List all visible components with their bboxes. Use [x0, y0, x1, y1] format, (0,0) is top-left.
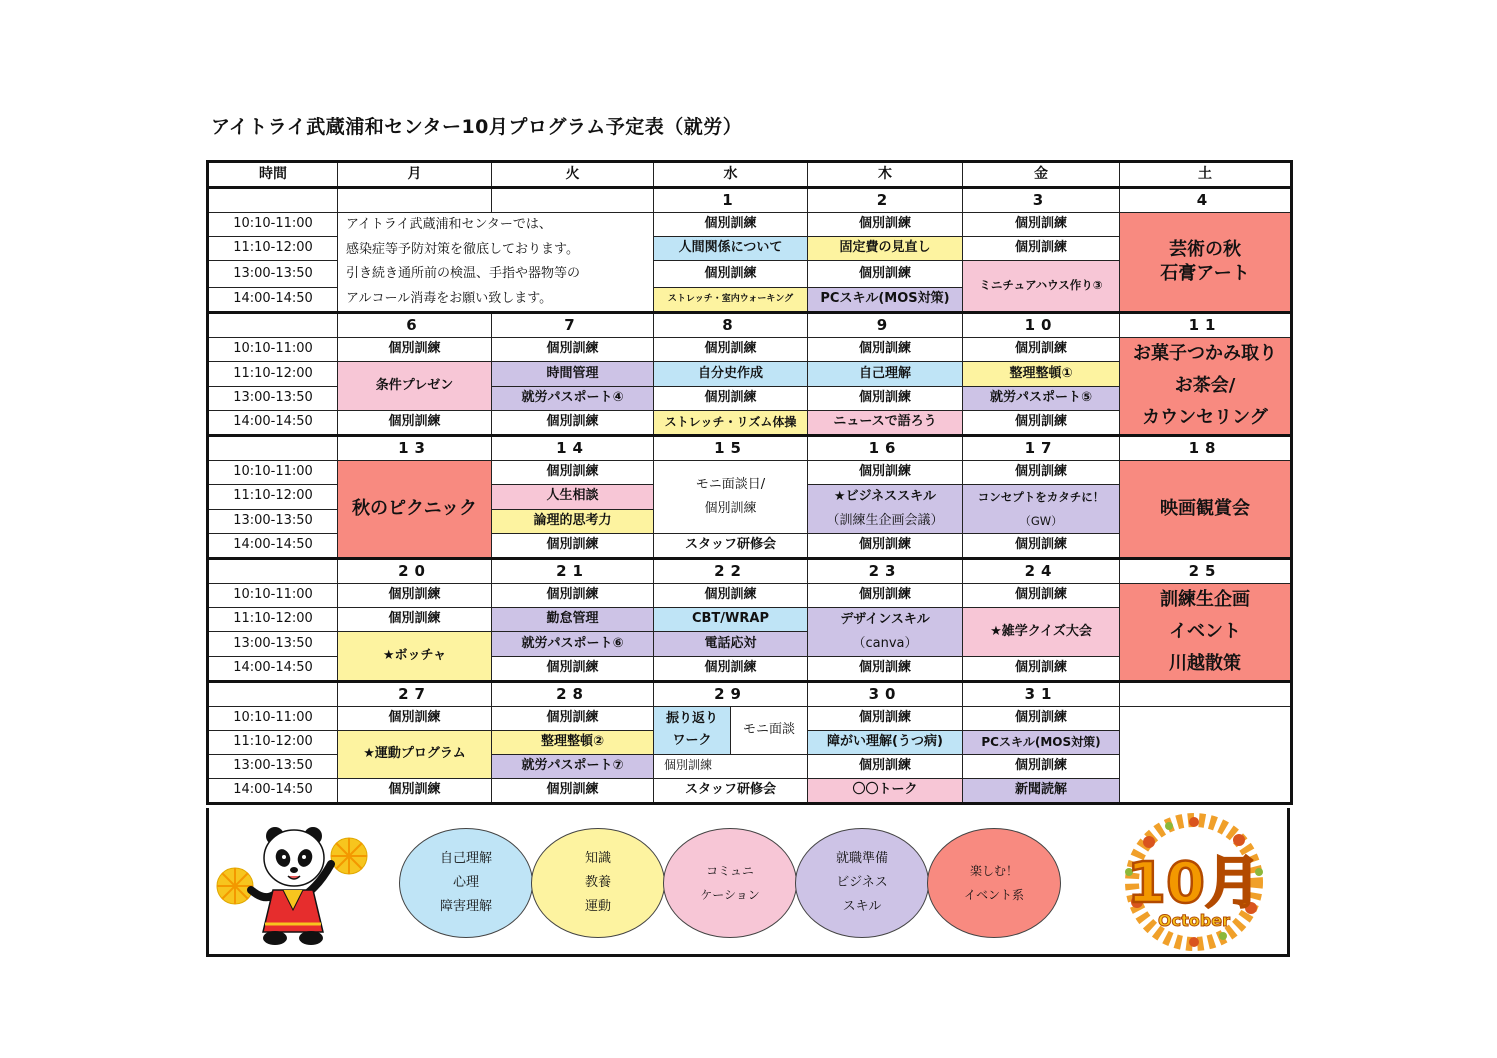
program-cell: 整理整頓②: [492, 731, 654, 755]
date-cell: 25: [1120, 559, 1292, 584]
panda-cheerleader-icon: [213, 814, 373, 950]
program-line: モニ面談日/: [695, 477, 766, 492]
program-cell: 個別訓練: [963, 461, 1120, 485]
date-cell: 15: [654, 436, 808, 461]
notice-line: 感染症等予防対策を徹底しております。: [346, 241, 579, 257]
program-line: 振り返り: [665, 711, 718, 727]
date-row: [208, 436, 1292, 461]
program-cell: 個別訓練: [338, 779, 492, 804]
program-cell: 個別訓練: [492, 657, 654, 682]
program-cell: 〇〇トーク: [808, 779, 963, 804]
header-thu: 木: [808, 162, 963, 188]
page-title: アイトライ武蔵浦和センター10月プログラム予定表（就労）: [211, 116, 743, 138]
program-cell: 個別訓練: [654, 584, 808, 608]
event-line: お茶会/: [1174, 375, 1236, 396]
program-cell: 個別訓練: [808, 213, 963, 237]
legend-line: コミュニ: [706, 864, 754, 878]
date-cell: 20: [338, 559, 492, 584]
program-cell: 個別訓練: [808, 534, 963, 559]
program-cell: 個別訓練: [963, 213, 1120, 237]
header-sat: 土: [1120, 162, 1292, 188]
time-row: [208, 461, 1292, 485]
program-line: （GW）: [1019, 514, 1063, 528]
program-cell: 個別訓練: [338, 411, 492, 436]
review-work-cell: [654, 707, 731, 754]
time-slot: 11:10-12:00: [208, 731, 338, 755]
program-cell: ★雑学クイズ大会: [963, 608, 1120, 657]
header-wed: 水: [654, 162, 808, 188]
program-cell: 個別訓練: [808, 584, 963, 608]
program-cell: 個別訓練: [654, 261, 808, 288]
schedule-table: [206, 160, 1293, 805]
program-cell: 個別訓練: [492, 461, 654, 485]
program-line: ★ビジネススキル: [833, 489, 937, 504]
legend-line: スキル: [842, 899, 882, 914]
program-cell: 個別訓練: [654, 657, 808, 682]
date-row: [208, 682, 1292, 707]
program-line: デザインスキル: [840, 612, 930, 627]
event-line: 石膏アート: [1160, 263, 1250, 284]
time-slot: 13:00-13:50: [208, 632, 338, 657]
legend-line: 運動: [584, 899, 611, 914]
program-cell: 個別訓練: [492, 584, 654, 608]
time-row: [208, 213, 1292, 237]
date-cell: 17: [963, 436, 1120, 461]
program-cell: 個別訓練: [654, 338, 808, 362]
date-cell: 29: [654, 682, 808, 707]
empty-cell: [1120, 707, 1292, 804]
date-row: [208, 313, 1292, 338]
notice-line: アルコール消毒をお願い致します。: [346, 290, 553, 306]
program-line: コンセプトをカタチに！: [977, 490, 1105, 504]
time-slot: 13:00-13:50: [208, 387, 338, 411]
time-slot: 14:00-14:50: [208, 411, 338, 436]
date-blank: [208, 436, 338, 461]
program-cell: 就労パスポート④: [492, 387, 654, 411]
time-row: [208, 707, 1292, 731]
time-slot: 10:10-11:00: [208, 461, 338, 485]
program-cell: 個別訓練: [808, 261, 963, 288]
program-line: 個別訓練: [704, 501, 757, 516]
date-row: [208, 188, 1292, 213]
program-cell: 個別訓練: [963, 707, 1120, 731]
date-row: [208, 559, 1292, 584]
program-cell: スタッフ研修会: [654, 779, 808, 804]
date-cell: 16: [808, 436, 963, 461]
notice-line: 引き続き通所前の検温、手指や器物等の: [346, 266, 581, 281]
program-cell: 個別訓練: [492, 707, 654, 731]
legend-line: 教養: [584, 875, 611, 890]
program-cell: 論理的思考力: [492, 509, 654, 534]
date-cell: [1120, 682, 1292, 707]
time-row: [208, 584, 1292, 608]
date-cell: 6: [338, 313, 492, 338]
program-line: ワーク: [672, 733, 712, 749]
program-cell: 障がい理解(うつ病): [808, 731, 963, 755]
date-cell: 28: [492, 682, 654, 707]
legend-line: 自己理解: [439, 851, 492, 866]
date-cell: 7: [492, 313, 654, 338]
program-cell: [808, 608, 963, 657]
date-cell: 3: [963, 188, 1120, 213]
event-line: 川越散策: [1169, 653, 1241, 674]
program-cell: 新聞読解: [963, 779, 1120, 804]
program-cell: 個別訓練: [338, 338, 492, 362]
program-cell: CBT/WRAP: [654, 608, 808, 632]
program-cell: 条件プレゼン: [338, 362, 492, 411]
legend-circle-job-prep: [795, 828, 929, 938]
time-slot: 11:10-12:00: [208, 608, 338, 632]
program-cell: [808, 485, 963, 534]
time-slot: 13:00-13:50: [208, 509, 338, 534]
time-slot: 11:10-12:00: [208, 237, 338, 261]
program-cell: PCスキル(MOS対策): [808, 288, 963, 313]
program-cell: 個別訓練: [664, 758, 713, 773]
program-cell: 個別訓練: [963, 584, 1120, 608]
program-cell: 個別訓練: [808, 657, 963, 682]
date-cell: 31: [963, 682, 1120, 707]
event-line: イベント: [1169, 621, 1241, 642]
event-cell: [1120, 213, 1292, 313]
legend-circle-communication: [663, 828, 797, 938]
program-cell: 個別訓練: [492, 534, 654, 559]
date-blank: [208, 313, 338, 338]
event-cell: 映画観賞会: [1120, 461, 1292, 559]
date-cell: 8: [654, 313, 808, 338]
date-cell: [492, 188, 654, 213]
legend-panel: [206, 808, 1290, 957]
date-cell: 10: [963, 313, 1120, 338]
program-cell: ★ボッチャ: [338, 632, 492, 682]
event-cell: 秋のピクニック: [338, 461, 492, 559]
program-cell: PCスキル(MOS対策): [963, 731, 1120, 755]
split-cell: [654, 707, 808, 779]
event-line: 訓練生企画: [1160, 589, 1250, 610]
program-cell: ★運動プログラム: [338, 731, 492, 779]
moni-interview-cell: モニ面談: [742, 721, 795, 737]
event-cell: [1120, 338, 1292, 436]
program-cell: 個別訓練: [654, 213, 808, 237]
date-cell: 23: [808, 559, 963, 584]
program-line: （canva）: [852, 636, 918, 651]
date-cell: 9: [808, 313, 963, 338]
time-slot: 11:10-12:00: [208, 485, 338, 510]
program-cell: 就労パスポート⑦: [492, 755, 654, 779]
program-cell: 個別訓練: [808, 707, 963, 731]
header-row: [208, 162, 1292, 188]
event-line: 芸術の秋: [1169, 239, 1241, 260]
program-cell: 就労パスポート⑥: [492, 632, 654, 657]
legend-circle-events: [927, 828, 1061, 938]
program-cell: 時間管理: [492, 362, 654, 387]
program-cell: [963, 485, 1120, 534]
header-time: 時間: [208, 162, 338, 188]
time-slot: 13:00-13:50: [208, 755, 338, 779]
program-line: （訓練生企画会議）: [826, 513, 944, 528]
october-logo-word: October: [1158, 911, 1230, 930]
header-mon: 月: [338, 162, 492, 188]
program-cell: 人間関係について: [654, 237, 808, 261]
program-cell: 自分史作成: [654, 362, 808, 387]
date-cell: 14: [492, 436, 654, 461]
date-cell: 30: [808, 682, 963, 707]
header-tue: 火: [492, 162, 654, 188]
time-slot: 13:00-13:50: [208, 261, 338, 288]
program-cell: 個別訓練: [338, 584, 492, 608]
time-slot: 14:00-14:50: [208, 288, 338, 313]
program-cell: 個別訓練: [654, 387, 808, 411]
date-cell: 11: [1120, 313, 1292, 338]
time-slot: 14:00-14:50: [208, 657, 338, 682]
program-cell: 個別訓練: [808, 387, 963, 411]
time-slot: 10:10-11:00: [208, 213, 338, 237]
legend-line: 心理: [452, 875, 479, 890]
date-cell: 21: [492, 559, 654, 584]
legend-circle-self-understanding: [399, 828, 533, 938]
program-cell: 個別訓練: [963, 755, 1120, 779]
legend-line: 知識: [584, 851, 611, 866]
time-slot: 14:00-14:50: [208, 534, 338, 559]
program-cell: ストレッチ・リズム体操: [654, 411, 808, 436]
legend-line: ビジネス: [836, 875, 888, 890]
program-cell: 個別訓練: [963, 534, 1120, 559]
date-cell: 24: [963, 559, 1120, 584]
program-cell: [654, 461, 808, 534]
program-cell: 個別訓練: [963, 237, 1120, 261]
legend-circle-knowledge: [531, 828, 665, 938]
legend-line: 楽しむ！: [969, 864, 1018, 878]
program-cell: 個別訓練: [808, 755, 963, 779]
program-cell: 個別訓練: [808, 338, 963, 362]
program-cell: 個別訓練: [338, 608, 492, 632]
program-cell: 自己理解: [808, 362, 963, 387]
date-cell: 1: [654, 188, 808, 213]
program-cell: 個別訓練: [492, 411, 654, 436]
date-cell: 27: [338, 682, 492, 707]
legend-line: 就職準備: [835, 851, 888, 866]
program-cell: 個別訓練: [492, 779, 654, 804]
october-logo-number: 10月: [1127, 851, 1261, 916]
program-cell: 個別訓練: [963, 657, 1120, 682]
legend-line: 障害理解: [439, 899, 492, 914]
program-cell: ニュースで語ろう: [808, 411, 963, 436]
time-row: [208, 338, 1292, 362]
legend-line: イベント系: [963, 888, 1024, 902]
program-cell: 人生相談: [492, 485, 654, 510]
program-cell: スタッフ研修会: [654, 534, 808, 559]
program-cell: 固定費の見直し: [808, 237, 963, 261]
header-fri: 金: [963, 162, 1120, 188]
program-cell: 個別訓練: [338, 707, 492, 731]
time-slot: 10:10-11:00: [208, 584, 338, 608]
time-slot: 10:10-11:00: [208, 707, 338, 731]
program-cell: ストレッチ・室内ウォーキング: [654, 288, 808, 313]
date-cell: 13: [338, 436, 492, 461]
date-blank: [208, 188, 338, 213]
program-cell: 電話応対: [654, 632, 808, 657]
date-blank: [208, 559, 338, 584]
date-cell: 4: [1120, 188, 1292, 213]
date-blank: [208, 682, 338, 707]
event-line: お菓子つかみ取り: [1133, 343, 1277, 364]
date-cell: 22: [654, 559, 808, 584]
event-cell: [1120, 584, 1292, 682]
program-cell: 整理整頓①: [963, 362, 1120, 387]
notice-line: アイトライ武蔵浦和センターでは、: [346, 217, 552, 232]
time-slot: 14:00-14:50: [208, 779, 338, 804]
date-cell: 2: [808, 188, 963, 213]
date-cell: 18: [1120, 436, 1292, 461]
date-cell: [338, 188, 492, 213]
program-cell: ミニチュアハウス作り③: [963, 261, 1120, 313]
event-line: カウンセリング: [1142, 407, 1268, 428]
program-cell: 個別訓練: [963, 338, 1120, 362]
time-slot: 11:10-12:00: [208, 362, 338, 387]
notice-text: [338, 213, 654, 313]
legend-line: ケーション: [700, 888, 760, 902]
program-cell: 勤怠管理: [492, 608, 654, 632]
program-cell: 個別訓練: [963, 411, 1120, 436]
time-slot: 10:10-11:00: [208, 338, 338, 362]
program-cell: 就労パスポート⑤: [963, 387, 1120, 411]
october-logo-icon: [1119, 812, 1269, 952]
program-cell: 個別訓練: [492, 338, 654, 362]
program-cell: 個別訓練: [808, 461, 963, 485]
